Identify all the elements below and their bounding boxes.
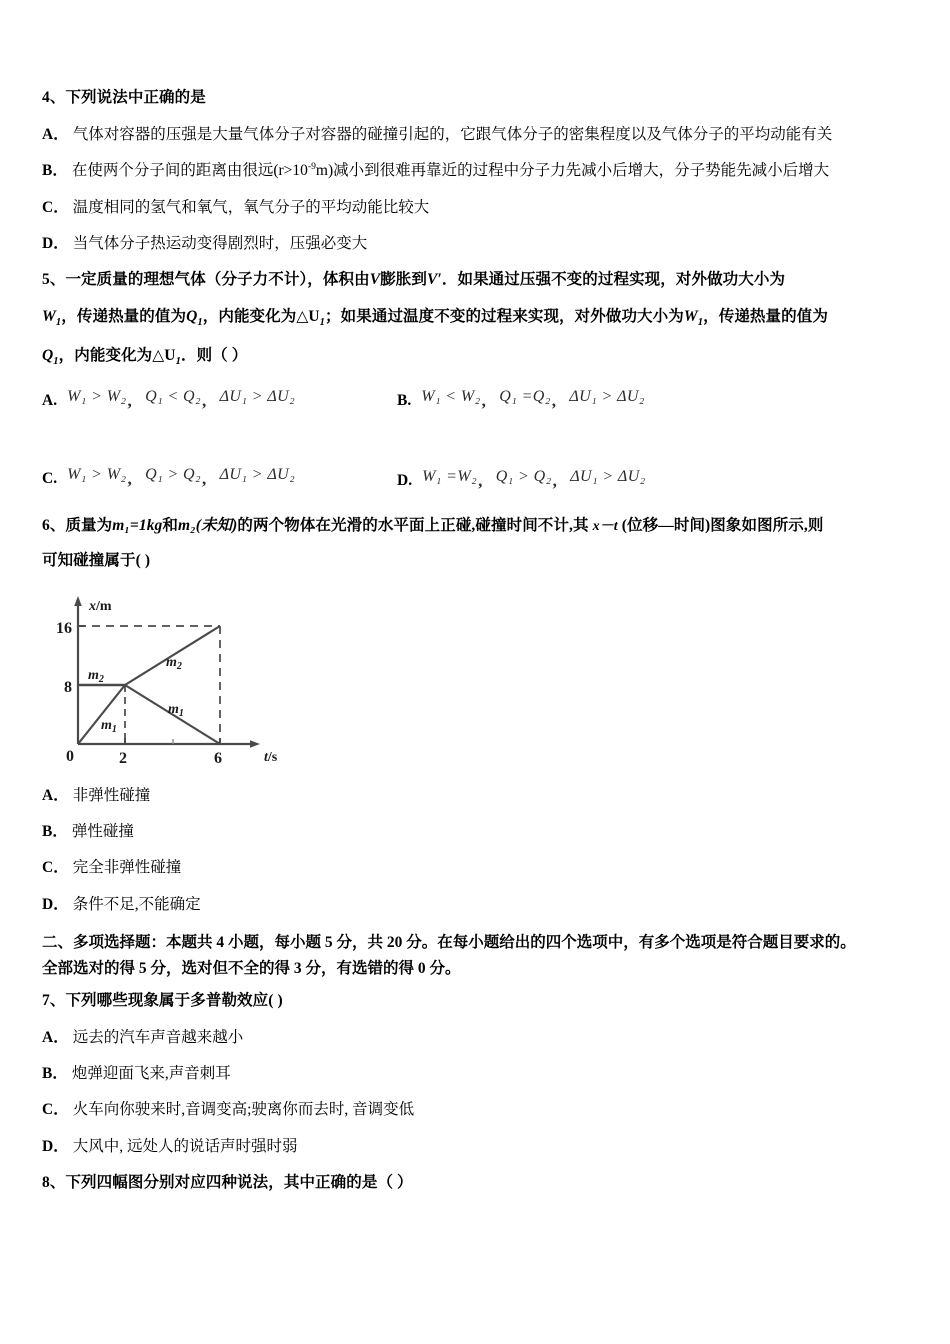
option-label: D. (397, 471, 413, 489)
formula-u: ΔU₁ > ΔU₂ (219, 465, 296, 483)
question-6-option-c (42, 856, 920, 879)
stem-part-3: ．如果通过压强不变的过程实现，对外做功大小为 (441, 271, 786, 289)
formula-q: Q₁ =Q₂ (499, 387, 551, 405)
symbol-q-sub: 1 (197, 317, 203, 329)
formula-u: ΔU₁ > ΔU₂ (569, 387, 645, 405)
option-label: B． (42, 1065, 68, 1083)
option-formula: W₁ < W₂, Q₁ =Q₂, ΔU₁ > ΔU₂ (421, 387, 645, 410)
series-label-m2-left: $m_2$ (88, 667, 104, 685)
symbol-u-sub: 1 (319, 317, 326, 329)
option-label: C． (42, 198, 69, 216)
option-label: D． (42, 895, 69, 913)
option-text: 炮弹迎面飞来,声音刺耳 (71, 1065, 231, 1083)
symbol-q: Q (186, 308, 198, 326)
option-text: 当气体分子热运动变得剧烈时，压强必变大 (72, 234, 368, 252)
stem-part-1: 5、一定质量的理想气体（分子力不计），体积由 (42, 271, 370, 289)
question-8-stem: 8、下列四幅图分别对应四种说法，其中正确的是（ ） (42, 1173, 413, 1191)
option-text-before: 在使两个分子间的距离由很远(r>10 (71, 162, 308, 180)
y-axis-label: x/m (89, 598, 112, 614)
y-tick-label-8: 8 (64, 678, 72, 696)
x-axis-arrow (250, 740, 260, 748)
option-text: 气体对容器的压强是大量气体分子对容器的碰撞引起的，它跟气体分子的密集程度以及气体分子的平均动能有关 (72, 126, 833, 144)
formula-u: ΔU₁ > ΔU₂ (219, 387, 296, 405)
question-4-stem: 4、下列说法中正确的是 (42, 89, 206, 106)
question-4-option-d (42, 232, 920, 255)
y-tick-label-16: 16 (56, 619, 72, 637)
stem-text: ，内能变化为△U (202, 308, 320, 326)
series-label-m1-right: $m_1$ (168, 701, 184, 719)
question-6-option-b (42, 820, 920, 843)
question-5-stem-line-2 (42, 305, 920, 331)
symbol-v-prime: V′ (426, 271, 442, 289)
option-text: 条件不足,不能确定 (72, 895, 201, 913)
question-5-stem-line-1 (42, 268, 920, 292)
option-formula: W₁ =W₂, Q₁ > Q₂, ΔU₁ > ΔU₂ (422, 467, 646, 490)
question-7-option-c (42, 1098, 920, 1121)
option-label: A. (42, 391, 58, 409)
stem-part-2: 膨胀到 (380, 271, 427, 289)
question-7-option-b (42, 1062, 920, 1085)
question-7-option-d (42, 1135, 920, 1158)
formula-w: W₁ =W₂ (422, 467, 478, 485)
option-text: 远去的汽车声音越来越小 (72, 1028, 244, 1046)
symbol-w2: W (683, 308, 698, 326)
option-label: C. (42, 469, 58, 487)
option-label: B. (397, 391, 412, 409)
question-6-option-a (42, 784, 920, 807)
option-text: 弹性碰撞 (71, 823, 134, 841)
stem-text: ，传递热量的值为 (61, 308, 187, 326)
question-4-option-a (42, 123, 920, 146)
symbol-w-sub: 1 (55, 317, 62, 329)
question-7-option-a (42, 1026, 920, 1049)
formula-w: W₁ > W₂ (67, 465, 127, 483)
symbol-w2-sub: 1 (697, 317, 704, 329)
x-tick-label-0: 0 (66, 747, 74, 765)
formula-w: W₁ > W₂ (67, 387, 127, 405)
question-4-option-c (42, 196, 920, 219)
option-label: D． (42, 234, 69, 252)
stem-text: 6、质量为 (42, 516, 113, 534)
stem-text: ，传递热量的值为 (703, 308, 828, 326)
page-content (42, 86, 920, 1208)
option-label: B． (42, 823, 68, 841)
question-5-option-c (42, 466, 295, 489)
option-label: A． (42, 1028, 69, 1046)
option-text: 温度相同的氢气和氧气，氧气分子的平均动能比较大 (72, 198, 430, 216)
question-6-option-d (42, 893, 920, 916)
formula-w: W₁ < W₂ (421, 387, 481, 405)
symbol-m2: m₂(未知) (178, 516, 238, 534)
formula-q: Q₁ < Q₂ (145, 387, 201, 405)
formula-q: Q₁ > Q₂ (145, 465, 201, 483)
option-formula: W₁ > W₂, Q₁ > Q₂, ΔU₁ > ΔU₂ (67, 465, 296, 488)
question-7-stem: 7、下列哪些现象属于多普勒效应( ) (42, 991, 283, 1009)
symbol-u2-sub: 1 (175, 356, 181, 368)
option-text: 火车向你驶来时,音调变高;驶离你而去时, 音调变低 (72, 1101, 415, 1119)
question-5-options-row-1 (42, 384, 920, 440)
exponent: -9 (307, 161, 316, 173)
question-6-stem-line-2: 可知碰撞属于( ) (42, 551, 151, 569)
option-text-after: m)减小到很难再靠近的过程中分子力先减小后增大，分子势能先减小后增大 (315, 162, 830, 180)
question-5-option-a (42, 388, 295, 411)
question-4-option-b (42, 159, 920, 182)
option-text: 大风中, 远处人的说话声时强时弱 (72, 1137, 298, 1155)
series-m1-before (78, 685, 125, 744)
x-tick-label-2: 2 (119, 749, 127, 766)
symbol-x-t: x－t (592, 518, 618, 534)
symbol-q2-sub: 1 (53, 356, 59, 368)
question-5-option-d (397, 468, 646, 491)
stem-text: ．则（ ） (180, 347, 248, 365)
option-label: A． (42, 786, 69, 804)
section-2-heading-line-1: 二、多项选择题：本题共 4 小题，每小题 5 分，共 20 分。在每小题给出的四个选项中，有多个选项是符合题目要求的。 (42, 933, 856, 951)
symbol-m1: m₁=1kg (112, 516, 163, 534)
series-label-m1-left: $m_1$ (101, 717, 117, 735)
question-5-stem-line-3 (42, 344, 920, 370)
option-label: B． (42, 162, 68, 180)
option-label: D． (42, 1137, 69, 1155)
option-formula: W₁ > W₂, Q₁ < Q₂, ΔU₁ > ΔU₂ (67, 387, 296, 410)
question-6-stem-line-1 (42, 514, 920, 538)
stem-text: 和 (162, 516, 179, 534)
series-label-m2-right: $m_2$ (166, 654, 182, 672)
formula-u: ΔU₁ > ΔU₂ (570, 467, 646, 485)
question-5-options-row-2 (42, 446, 920, 508)
symbol-q2: Q (42, 347, 54, 365)
symbol-w: W (42, 308, 56, 326)
question-5-option-b (397, 388, 645, 411)
y-axis-arrow (74, 596, 82, 606)
x-axis-label: t/s (264, 749, 278, 765)
x-tick-label-6: 6 (214, 749, 222, 766)
symbol-v: V (369, 271, 381, 289)
option-label: C． (42, 859, 69, 877)
option-label: C． (42, 1101, 69, 1119)
stem-text: ，内能变化为△U (58, 347, 176, 365)
option-label: A． (42, 126, 69, 144)
stem-text: 的两个物体在光滑的水平面上正碰,碰撞时间不计,其 (237, 516, 589, 534)
stem-text: (位移—时间)图象如图所示,则 (621, 516, 824, 534)
graph-svg (56, 586, 306, 766)
stem-text: ；如果通过温度不变的过程来实现，对外做功大小为 (325, 308, 684, 326)
option-text: 非弹性碰撞 (72, 786, 151, 804)
section-2-heading-line-2: 全部选对的得 5 分，选对但不全的得 3 分，有选错的得 0 分。 (42, 959, 461, 977)
formula-q: Q₁ > Q₂ (495, 467, 552, 485)
option-text: 完全非弹性碰撞 (72, 859, 182, 877)
displacement-time-graph (56, 586, 306, 766)
